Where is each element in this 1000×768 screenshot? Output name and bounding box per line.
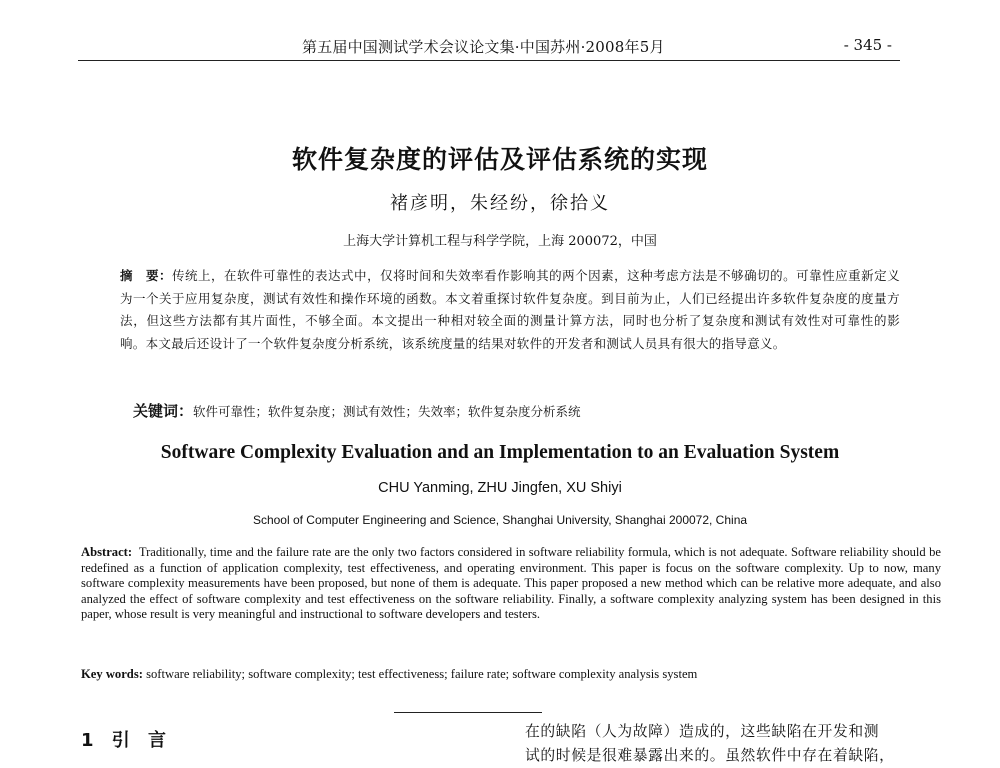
section-heading: 1 引 言: [81, 730, 173, 751]
abstract-en: [81, 545, 941, 623]
abstract-cn: [120, 265, 900, 355]
abstract-cn-text: 传统上，在软件可靠性的表达式中，仅将时间和失效率看作影响其的两个因素，这种考虑方法是不够确切的。可靠性应重新定义为一个关于应用复杂度，测试有效性和操作环境的函数。本文着重探讨软件复杂度。到目前为止，人们已经提出许多软件复杂度的度量方法，但这些方法都有其片面性，不够全面。本文提出一种相对较全面的测量计算方法，同时也分析了复杂度和测试有效性对可靠性的影响。本文最后还设计了一个软件复杂度分析系统，该系统度量的结果对软件的开发者和测试人员具有很大的指导意义。: [120, 268, 900, 351]
abstract-cn-label: 摘 要：: [120, 268, 173, 283]
abstract-en-label: Abstract:: [81, 545, 133, 559]
body-text-right-column: [525, 720, 950, 768]
keywords-en-text: software reliability; software complexity; test effectiveness; failure rate; software complexity analysis system: [146, 667, 698, 681]
section-divider: [394, 712, 542, 713]
paper-title-en: Software Complexity Evaluation and an Implementation to an Evaluation System: [160, 442, 840, 463]
affiliation-cn: 上海大学计算机工程与科学学院，上海 200072，中国: [343, 234, 657, 249]
running-title: 第五届中国测试学术会议论文集·中国苏州·2008年5月: [302, 38, 665, 56]
authors-en: CHU Yanming, ZHU Jingfen, XU Shiyi: [378, 480, 622, 496]
keywords-cn-text: 软件可靠性；软件复杂度；测试有效性；失效率；软件复杂度分析系统: [193, 404, 581, 419]
keywords-cn: [133, 400, 903, 421]
abstract-en-text: Traditionally, time and the failure rate are the only two factors considered in software reliability formula, which is not adequate. Software reliability should be redefined as a function of application complexity, test effectiveness, and operating environment. This paper is focus on the software complexity. Up to now, many software complexity measurements have been proposed, but none of them is adequate. This paper proposed a new method which can be relative more adequate, and also analyzed the effect of software complexity and test effectiveness on the software reliability. Finally, a software complexity analyzing system has been designed in this paper, whose result is very meaningful and instructional to software developers and testers.: [81, 545, 941, 621]
body-line: 在的缺陷（人为故障）造成的，这些缺陷在开发和测: [525, 723, 880, 740]
keywords-en: [81, 667, 941, 682]
page-number: - 345 -: [843, 36, 892, 54]
header-rule: [78, 60, 900, 61]
paper-title-cn: 软件复杂度的评估及评估系统的实现: [291, 145, 708, 174]
keywords-cn-label: 关键词：: [133, 402, 194, 420]
authors-cn: 褚彦明，朱经纷，徐拾义: [390, 193, 610, 214]
running-header: [78, 16, 900, 56]
keywords-en-label: Key words:: [81, 667, 143, 681]
affiliation-en: School of Computer Engineering and Science, Shanghai University, Shanghai 200072, China: [252, 513, 748, 527]
body-line: 试的时候是很难暴露出来的。虽然软件中存在着缺陷，: [525, 747, 895, 764]
